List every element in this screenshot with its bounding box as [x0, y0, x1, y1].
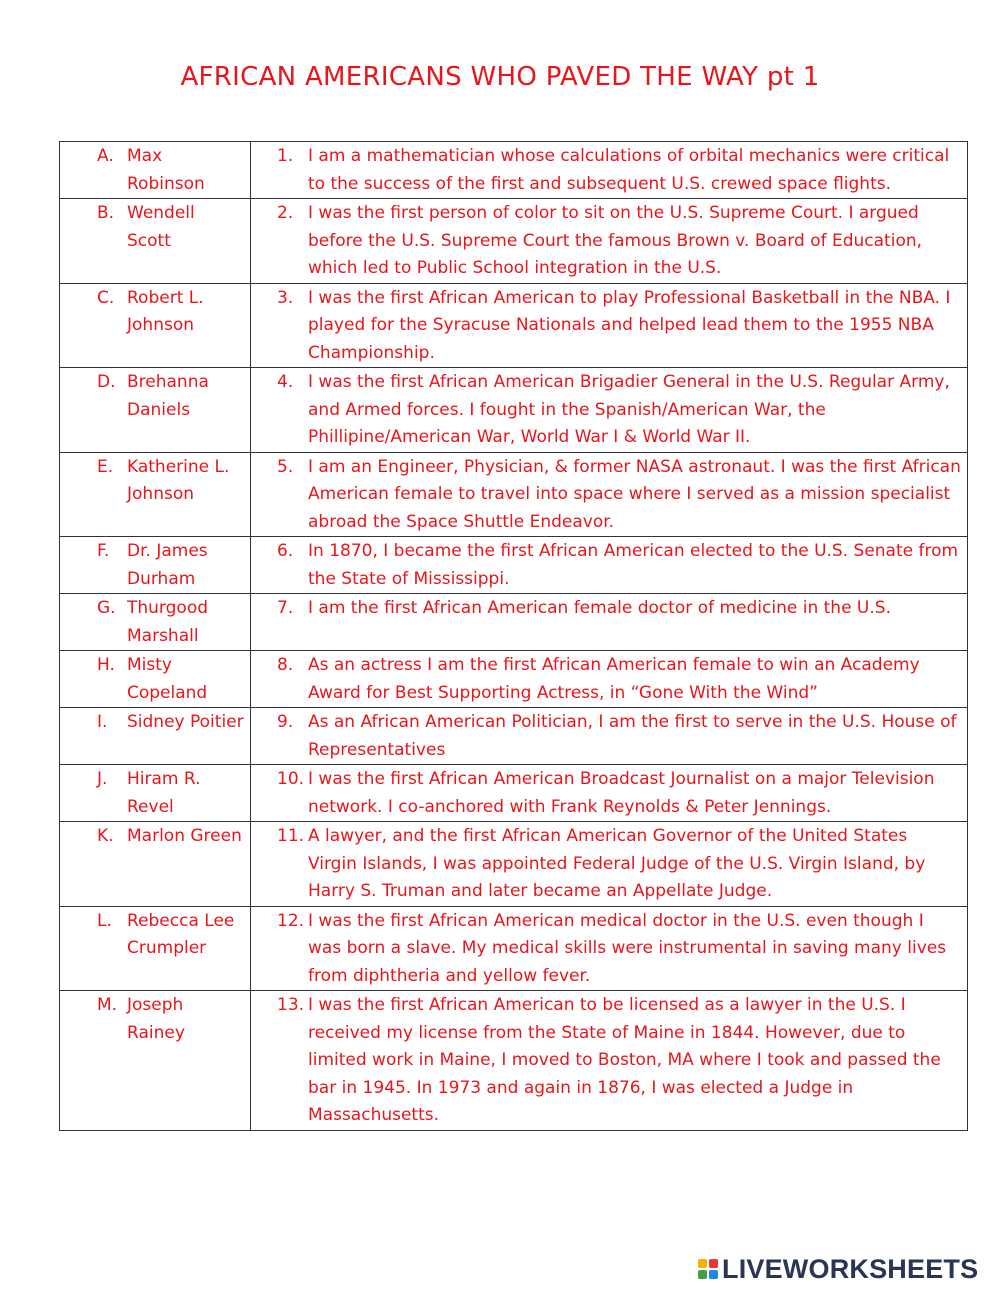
- clue-cell: [251, 283, 968, 368]
- table-row: [60, 199, 968, 284]
- clue-text: As an African American Politician, I am the first to serve in the U.S. House of Representatives: [308, 712, 957, 760]
- name-letter: A.: [97, 146, 114, 166]
- clue-cell: [251, 651, 968, 708]
- name-item: [66, 709, 244, 737]
- clue-text: I am a mathematician whose calculations of orbital mechanics were critical to the success of the first and subsequent U.S. crewed space flights.: [308, 146, 950, 194]
- liveworksheets-logo-icon: [698, 1259, 718, 1279]
- name-cell: [60, 906, 251, 991]
- clue-number: 13.: [277, 995, 305, 1015]
- name-item: [66, 823, 244, 851]
- name-letter: F.: [97, 541, 110, 561]
- person-name: Rebecca Lee Crumpler: [127, 910, 235, 958]
- name-letter: J.: [97, 769, 108, 789]
- name-cell: [60, 142, 251, 199]
- table-row: [60, 906, 968, 991]
- table-row: [60, 822, 968, 907]
- clue-number: 10.: [277, 769, 305, 789]
- clue-text: I am an Engineer, Physician, & former NASA astronaut. I was the first African American female to travel into space where I served as a mission specialist abroad the Space Shuttle Endeavor.: [308, 456, 961, 532]
- clue-cell: [251, 991, 968, 1131]
- person-name: Wendell Scott: [127, 203, 195, 251]
- page-title: AFRICAN AMERICANS WHO PAVED THE WAY pt 1: [180, 62, 820, 92]
- clue-number: 5.: [277, 456, 294, 477]
- person-name: Brehanna Daniels: [127, 372, 209, 420]
- name-item: [66, 538, 244, 593]
- clue-text: I was the first African American medical doctor in the U.S. even though I was born a slave. My medical skills were instrumental in saving many lives from diphtheria and yellow fever.: [308, 910, 947, 986]
- clue-number: 3.: [277, 287, 294, 308]
- name-item: [66, 908, 244, 963]
- clue-cell: [251, 765, 968, 822]
- clue-item: [257, 992, 961, 1130]
- person-name: Robert L. Johnson: [127, 287, 204, 335]
- name-cell: [60, 765, 251, 822]
- clue-number: 7.: [277, 598, 294, 618]
- clue-cell: [251, 594, 968, 651]
- name-letter: B.: [97, 203, 115, 223]
- clue-text: I was the first African American Brigadier General in the U.S. Regular Army, and Armed forces. I fought in the Spanish/American War, the Phillipine/American War, World War I & World War II.: [308, 372, 950, 447]
- clue-item: [257, 538, 961, 593]
- name-cell: [60, 708, 251, 765]
- name-item: [66, 652, 244, 707]
- logo-block: [698, 1259, 707, 1268]
- person-name: Sidney Poitier: [127, 712, 244, 732]
- table-row: [60, 594, 968, 651]
- name-letter: M.: [97, 995, 118, 1015]
- name-item: [66, 285, 244, 340]
- clue-text: As an actress I am the first African American female to win an Academy Award for Best Supporting Actress, in “Gone With the Wind”: [308, 655, 920, 703]
- person-name: Marlon Green: [127, 826, 242, 846]
- clue-item: [257, 369, 961, 452]
- clue-cell: [251, 822, 968, 907]
- person-name: Joseph Rainey: [127, 995, 185, 1043]
- name-cell: [60, 283, 251, 368]
- table-row: [60, 708, 968, 765]
- logo-block: [709, 1259, 718, 1268]
- clue-text: I was the first person of color to sit on the U.S. Supreme Court. I argued before the U.S. Supreme Court the famous Brown v. Board of Education, which led to Public School integration in the U.S.: [308, 203, 923, 278]
- clue-number: 12.: [277, 910, 305, 931]
- name-cell: [60, 537, 251, 594]
- clue-item: [257, 454, 961, 537]
- name-cell: [60, 822, 251, 907]
- matching-table: [59, 141, 968, 1131]
- name-item: [66, 143, 244, 198]
- name-item: [66, 369, 244, 424]
- clue-number: 1.: [277, 146, 294, 166]
- name-cell: [60, 452, 251, 537]
- clue-text: A lawyer, and the first African American Governor of the United States Virgin Islands, I was appointed Federal Judge of the U.S. Virgin Island, by Harry S. Truman and later became an Appellate Judge.: [308, 826, 926, 901]
- table-row: [60, 765, 968, 822]
- name-item: [66, 200, 244, 255]
- name-letter: L.: [97, 910, 112, 931]
- clue-item: [257, 908, 961, 991]
- brand-name: LIVEWORKSHEETS: [722, 1253, 979, 1284]
- table-row: [60, 142, 968, 199]
- clue-cell: [251, 368, 968, 453]
- clue-number: 8.: [277, 655, 294, 675]
- person-name: Misty Copeland: [127, 655, 208, 703]
- table-row: [60, 651, 968, 708]
- logo-block: [709, 1270, 718, 1279]
- person-name: Max Robinson: [127, 146, 205, 194]
- table-row: [60, 368, 968, 453]
- clue-number: 9.: [277, 712, 294, 732]
- clue-item: [257, 766, 961, 821]
- clue-number: 6.: [277, 541, 294, 561]
- name-letter: G.: [97, 598, 116, 618]
- name-letter: H.: [97, 655, 115, 675]
- clue-cell: [251, 906, 968, 991]
- clue-item: [257, 652, 961, 707]
- clue-number: 11.: [277, 826, 305, 846]
- footer-brand[interactable]: [698, 1254, 998, 1284]
- table-row: [60, 537, 968, 594]
- clue-text: I am the first African American female doctor of medicine in the U.S.: [308, 598, 891, 618]
- person-name: Katherine L. Johnson: [127, 456, 230, 504]
- name-item: [66, 454, 244, 509]
- name-cell: [60, 991, 251, 1131]
- name-letter: D.: [97, 372, 116, 392]
- name-cell: [60, 368, 251, 453]
- clue-text: I was the first African American to play Professional Basketball in the NBA. I played for the Syracuse Nationals and helped lead them to the 1955 NBA Championship.: [308, 287, 951, 363]
- table-row: [60, 452, 968, 537]
- clue-item: [257, 143, 961, 198]
- clue-item: [257, 595, 961, 623]
- table-row: [60, 283, 968, 368]
- clue-cell: [251, 199, 968, 284]
- name-letter: K.: [97, 826, 114, 846]
- clue-item: [257, 709, 961, 764]
- clue-cell: [251, 142, 968, 199]
- person-name: Thurgood Marshall: [127, 598, 209, 646]
- person-name: Hiram R. Revel: [127, 769, 201, 817]
- name-letter: C.: [97, 287, 115, 308]
- clue-text: I was the first African American to be licensed as a lawyer in the U.S. I received my license from the State of Maine in 1844. However, due to limited work in Maine, I moved to Boston, MA where I took and passed the bar in 1945. In 1973 and again in 1876, I was elected a Judge in Massachusetts.: [308, 995, 941, 1125]
- person-name: Dr. James Durham: [127, 541, 208, 589]
- matching-table-body: [60, 142, 968, 1131]
- clue-text: I was the first African American Broadcast Journalist on a major Television network. I co-anchored with Frank Reynolds & Peter Jennings.: [308, 769, 935, 817]
- clue-item: [257, 285, 961, 368]
- name-cell: [60, 594, 251, 651]
- clue-cell: [251, 452, 968, 537]
- clue-cell: [251, 537, 968, 594]
- clue-item: [257, 823, 961, 906]
- name-item: [66, 595, 244, 650]
- clue-number: 4.: [277, 372, 294, 392]
- clue-item: [257, 200, 961, 283]
- clue-text: In 1870, I became the first African American elected to the U.S. Senate from the State of Mississippi.: [308, 541, 959, 589]
- logo-block: [698, 1270, 707, 1279]
- name-letter: E.: [97, 456, 114, 477]
- name-item: [66, 992, 244, 1047]
- clue-cell: [251, 708, 968, 765]
- clue-number: 2.: [277, 203, 294, 223]
- name-letter: I.: [97, 712, 108, 732]
- name-cell: [60, 651, 251, 708]
- table-row: [60, 991, 968, 1131]
- name-cell: [60, 199, 251, 284]
- name-item: [66, 766, 244, 821]
